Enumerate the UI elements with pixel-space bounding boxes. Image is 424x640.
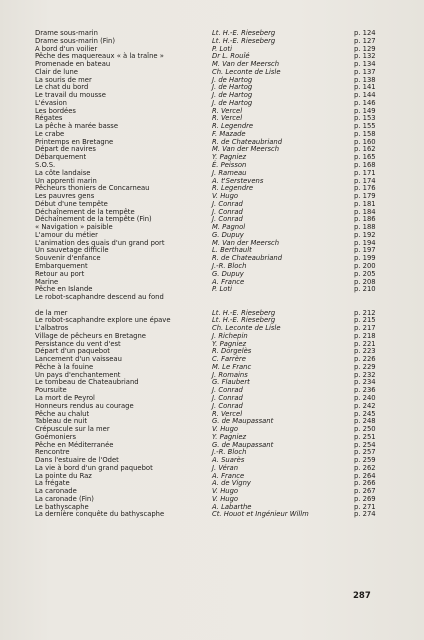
toc-entry bbox=[0, 294, 424, 302]
entry-author: M. Pagnol bbox=[212, 223, 246, 232]
entry-title: Début d'une tempête bbox=[35, 199, 108, 208]
entry-author: G. de Maupassant bbox=[212, 440, 274, 449]
entry-title: Le robot-scaphandre descend au fond bbox=[35, 293, 164, 302]
entry-author: J. de Hartog bbox=[212, 83, 253, 92]
entry-author: A. t'Serstevens bbox=[212, 176, 264, 185]
entry-title: Printemps en Bretagne bbox=[35, 137, 114, 146]
entry-author: V. Hugo bbox=[212, 494, 239, 503]
entry-author: J.-R. Bloch bbox=[212, 448, 247, 457]
entry-page: p. 267 bbox=[354, 487, 376, 496]
entry-title: Départ d'un paquebot bbox=[35, 347, 110, 356]
entry-author: R. Legendre bbox=[212, 122, 254, 131]
entry-author: R. Vercel bbox=[212, 114, 243, 123]
entry-page: p. 168 bbox=[354, 161, 376, 170]
entry-author: Lt. H.-E. Rieseberg bbox=[212, 316, 276, 325]
entry-page: p. 194 bbox=[354, 238, 376, 247]
entry-title: Rencontre bbox=[35, 448, 70, 457]
entry-title: Clair de lune bbox=[35, 67, 78, 76]
entry-title: Retour au port bbox=[35, 269, 85, 278]
entry-author: G. Dupuy bbox=[212, 230, 244, 239]
entry-page: p. 134 bbox=[354, 60, 376, 69]
entry-author: Ch. Leconte de Lisle bbox=[212, 67, 281, 76]
entry-author: J. de Hartog bbox=[212, 98, 253, 107]
entry-title: L'amour du métier bbox=[35, 230, 98, 239]
entry-page: p. 138 bbox=[354, 75, 376, 84]
entry-author: J. Conrad bbox=[212, 207, 243, 216]
entry-page: p. 240 bbox=[354, 393, 376, 402]
entry-page: p. 223 bbox=[354, 347, 376, 356]
entry-title: Le travail du mousse bbox=[35, 91, 106, 100]
entry-page: p. 153 bbox=[354, 114, 376, 123]
entry-author: A. Suarès bbox=[212, 456, 245, 465]
entry-page: p. 171 bbox=[354, 168, 376, 177]
entry-title: Tableau de nuit bbox=[35, 417, 88, 426]
entry-author: Lt. H.-E. Rieseberg bbox=[212, 308, 276, 317]
entry-title: La dernière conquête du bathyscaphe bbox=[35, 510, 165, 519]
entry-title: Le chat du bord bbox=[35, 83, 89, 92]
entry-page: p. 146 bbox=[354, 98, 376, 107]
entry-author: É. Peisson bbox=[212, 161, 247, 170]
entry-title: A bord d'un voilier bbox=[35, 44, 98, 53]
entry-page: p. 127 bbox=[354, 36, 376, 45]
entry-author: R. Vercel bbox=[212, 106, 243, 115]
entry-title: Un apprenti marin bbox=[35, 176, 97, 185]
entry-title: Les pauvres gens bbox=[35, 192, 95, 201]
entry-page: p. 158 bbox=[354, 129, 376, 138]
entry-author: R. de Chateaubriand bbox=[212, 254, 283, 263]
entry-title: Souvenir d'enfance bbox=[35, 254, 101, 263]
entry-page: p. 208 bbox=[354, 277, 376, 286]
entry-author: J.-R. Bloch bbox=[212, 261, 247, 270]
entry-page: p. 236 bbox=[354, 386, 376, 395]
entry-page: p. 149 bbox=[354, 106, 376, 115]
entry-page: p. 155 bbox=[354, 122, 376, 131]
entry-author: Ch. Leconte de Lisle bbox=[212, 324, 281, 333]
entry-title: Pêche des maquereaux « à la traîne » bbox=[35, 52, 164, 61]
entry-page: p. 176 bbox=[354, 184, 376, 193]
entry-author: Ct. Houot et Ingénieur Willm bbox=[212, 510, 309, 519]
entry-title: Départ de navires bbox=[35, 145, 96, 154]
entry-title: La caronade bbox=[35, 487, 77, 496]
entry-title: « Navigation » paisible bbox=[35, 223, 113, 232]
entry-title: Un sauvetage difficile bbox=[35, 246, 109, 255]
entry-author: J. de Hartog bbox=[212, 75, 253, 84]
entry-title: Persistance du vent d'est bbox=[35, 339, 121, 348]
entry-author: J. Richepin bbox=[212, 331, 248, 340]
entry-page: p. 250 bbox=[354, 425, 376, 434]
entry-page: p. 232 bbox=[354, 370, 376, 379]
entry-author: M. Le Franc bbox=[212, 362, 252, 371]
entry-author: Y. Pagniez bbox=[212, 432, 247, 441]
entry-title: Honneurs rendus au courage bbox=[35, 401, 134, 410]
entry-page: p. 199 bbox=[354, 254, 376, 263]
entry-title: Poursuite bbox=[35, 386, 67, 395]
entry-author: R. Dorgelès bbox=[212, 347, 252, 356]
entry-title: Goémoniers bbox=[35, 432, 77, 441]
entry-title: Promenade en bateau bbox=[35, 60, 111, 69]
entry-author: A. de Vigny bbox=[212, 479, 251, 488]
entry-title: Drame sous-marin (Fin) bbox=[35, 36, 116, 45]
entry-page: p. 248 bbox=[354, 417, 376, 426]
entry-author: V. Hugo bbox=[212, 425, 239, 434]
entry-author: G. Flaubert bbox=[212, 378, 250, 387]
entry-title: Pêche au chalut bbox=[35, 409, 90, 418]
entry-page: p. 254 bbox=[354, 440, 376, 449]
entry-page: p. 218 bbox=[354, 331, 376, 340]
entry-title: Drame sous-marin bbox=[35, 29, 98, 37]
entry-author: Dr L. Rouïé bbox=[212, 52, 250, 61]
entry-title: L'albatros bbox=[35, 324, 69, 333]
entry-author: G. de Maupassant bbox=[212, 417, 274, 426]
entry-page: p. 144 bbox=[354, 91, 376, 100]
entry-title: Pêche en Islande bbox=[35, 285, 93, 294]
entry-title: Le tombeau de Chateaubriand bbox=[35, 378, 139, 387]
entry-page: p. 221 bbox=[354, 339, 376, 348]
entry-page: p. 192 bbox=[354, 230, 376, 239]
entry-author: R. de Chateaubriand bbox=[212, 137, 283, 146]
entry-title: La frégate bbox=[35, 479, 70, 488]
entry-author: A. France bbox=[212, 277, 245, 286]
entry-author: J. Conrad bbox=[212, 386, 243, 395]
entry-author: V. Hugo bbox=[212, 192, 239, 201]
entry-title: La vie à bord d'un grand paquebot bbox=[35, 463, 153, 472]
entry-page: p. 245 bbox=[354, 409, 376, 418]
entry-page: p. 197 bbox=[354, 246, 376, 255]
entry-title: Le bathyscaphe bbox=[35, 502, 89, 511]
entry-title: Régates bbox=[35, 114, 63, 123]
entry-title: Pêche en Méditerranée bbox=[35, 440, 114, 449]
entry-page: p. 266 bbox=[354, 479, 376, 488]
entry-page: p. 210 bbox=[354, 285, 376, 294]
toc-group-second bbox=[0, 310, 424, 520]
entry-author: L. Berthault bbox=[212, 246, 252, 255]
entry-page: p. 160 bbox=[354, 137, 376, 146]
entry-title: Pêche à la fouine bbox=[35, 362, 94, 371]
entry-page: p. 124 bbox=[354, 29, 376, 37]
entry-author: Y. Pagniez bbox=[212, 339, 247, 348]
entry-page: p. 212 bbox=[354, 308, 376, 317]
entry-author: A. France bbox=[212, 471, 245, 480]
entry-author: J. Conrad bbox=[212, 199, 243, 208]
entry-page: p. 137 bbox=[354, 67, 376, 76]
entry-page: p. 141 bbox=[354, 83, 376, 92]
entry-title: Le robot-scaphandre explore une épave bbox=[35, 316, 171, 325]
entry-author: J. Conrad bbox=[212, 393, 243, 402]
entry-page: p. 188 bbox=[354, 223, 376, 232]
entry-author: J. Véran bbox=[212, 463, 239, 472]
entry-page: p. 257 bbox=[354, 448, 376, 457]
entry-page: p. 184 bbox=[354, 207, 376, 216]
entry-page: p. 200 bbox=[354, 261, 376, 270]
entry-author: J. Rameau bbox=[212, 168, 247, 177]
entry-title: S.O.S. bbox=[35, 161, 56, 170]
entry-title: Marine bbox=[35, 277, 59, 286]
entry-page: p. 262 bbox=[354, 463, 376, 472]
entry-page: p. 264 bbox=[354, 471, 376, 480]
entry-title: Déchaînement de la tempête (Fin) bbox=[35, 215, 152, 224]
entry-title: La caronade (Fin) bbox=[35, 494, 94, 503]
entry-title: Pêcheurs thoniers de Concarneau bbox=[35, 184, 150, 193]
entry-author: J. Romains bbox=[212, 370, 248, 379]
entry-page: p. 274 bbox=[354, 510, 376, 519]
entry-title: La souris de mer bbox=[35, 75, 92, 84]
entry-title: La pointe du Raz bbox=[35, 471, 92, 480]
entry-author: G. Dupuy bbox=[212, 269, 244, 278]
entry-page: p. 234 bbox=[354, 378, 376, 387]
entry-title: Lancement d'un vaisseau bbox=[35, 355, 122, 364]
entry-title: L'évasion bbox=[35, 98, 67, 107]
entry-author: M. Van der Meersch bbox=[212, 145, 280, 154]
entry-page: p. 251 bbox=[354, 432, 376, 441]
entry-author: R. Vercel bbox=[212, 409, 243, 418]
entry-page: p. 181 bbox=[354, 199, 376, 208]
entry-page: p. 186 bbox=[354, 215, 376, 224]
entry-title: Embarquement bbox=[35, 261, 88, 270]
entry-author: V. Hugo bbox=[212, 487, 239, 496]
entry-title: L'animation des quais d'un grand port bbox=[35, 238, 165, 247]
entry-author: R. Legendre bbox=[212, 184, 254, 193]
entry-title: Un pays d'enchantement bbox=[35, 370, 121, 379]
toc-entry bbox=[0, 511, 424, 519]
entry-title: Crépuscule sur la mer bbox=[35, 425, 110, 434]
entry-page: p. 215 bbox=[354, 316, 376, 325]
entry-author: M. Van der Meersch bbox=[212, 238, 280, 247]
entry-author: P. Loti bbox=[212, 44, 232, 53]
entry-page: p. 205 bbox=[354, 269, 376, 278]
entry-author: J. de Hartog bbox=[212, 91, 253, 100]
entry-author: F. Mazade bbox=[212, 129, 246, 138]
entry-page: p. 259 bbox=[354, 456, 376, 465]
entry-page: p. 132 bbox=[354, 52, 376, 61]
entry-page: p. 174 bbox=[354, 176, 376, 185]
entry-title: La mort de Peyrol bbox=[35, 393, 95, 402]
entry-author: C. Farrère bbox=[212, 355, 246, 364]
entry-page: p. 179 bbox=[354, 192, 376, 201]
entry-author: Lt. H.-E. Rieseberg bbox=[212, 36, 276, 45]
entry-page: p. 271 bbox=[354, 502, 376, 511]
entry-author: A. Labarthe bbox=[212, 502, 252, 511]
page-number: 287 bbox=[353, 591, 371, 601]
entry-author: Lt. H.-E. Rieseberg bbox=[212, 29, 276, 37]
entry-title: Dans l'estuaire de l'Odet bbox=[35, 456, 119, 465]
entry-author: Y. Pagniez bbox=[212, 153, 247, 162]
entry-author: J. Conrad bbox=[212, 401, 243, 410]
entry-title: Le crabe bbox=[35, 129, 65, 138]
entry-page: p. 226 bbox=[354, 355, 376, 364]
entry-title: Débarquement bbox=[35, 153, 87, 162]
entry-author: J. Conrad bbox=[212, 215, 243, 224]
entry-page: p. 165 bbox=[354, 153, 376, 162]
entry-page: p. 269 bbox=[354, 494, 376, 503]
entry-page: p. 162 bbox=[354, 145, 376, 154]
entry-title: La côte landaise bbox=[35, 168, 91, 177]
entry-author: M. Van der Meersch bbox=[212, 60, 280, 69]
entry-title: Village de pêcheurs en Bretagne bbox=[35, 331, 146, 340]
entry-title: Déchaînement de la tempête bbox=[35, 207, 135, 216]
entry-title: de la mer bbox=[35, 308, 68, 317]
table-of-contents bbox=[0, 30, 424, 519]
entry-author: P. Loti bbox=[212, 285, 232, 294]
entry-page: p. 217 bbox=[354, 324, 376, 333]
entry-page: p. 242 bbox=[354, 401, 376, 410]
entry-page: p. 129 bbox=[354, 44, 376, 53]
entry-title: La pêche à marée basse bbox=[35, 122, 119, 131]
entry-page: p. 229 bbox=[354, 362, 376, 371]
entry-title: Les bordées bbox=[35, 106, 76, 115]
toc-group-first bbox=[0, 30, 424, 302]
